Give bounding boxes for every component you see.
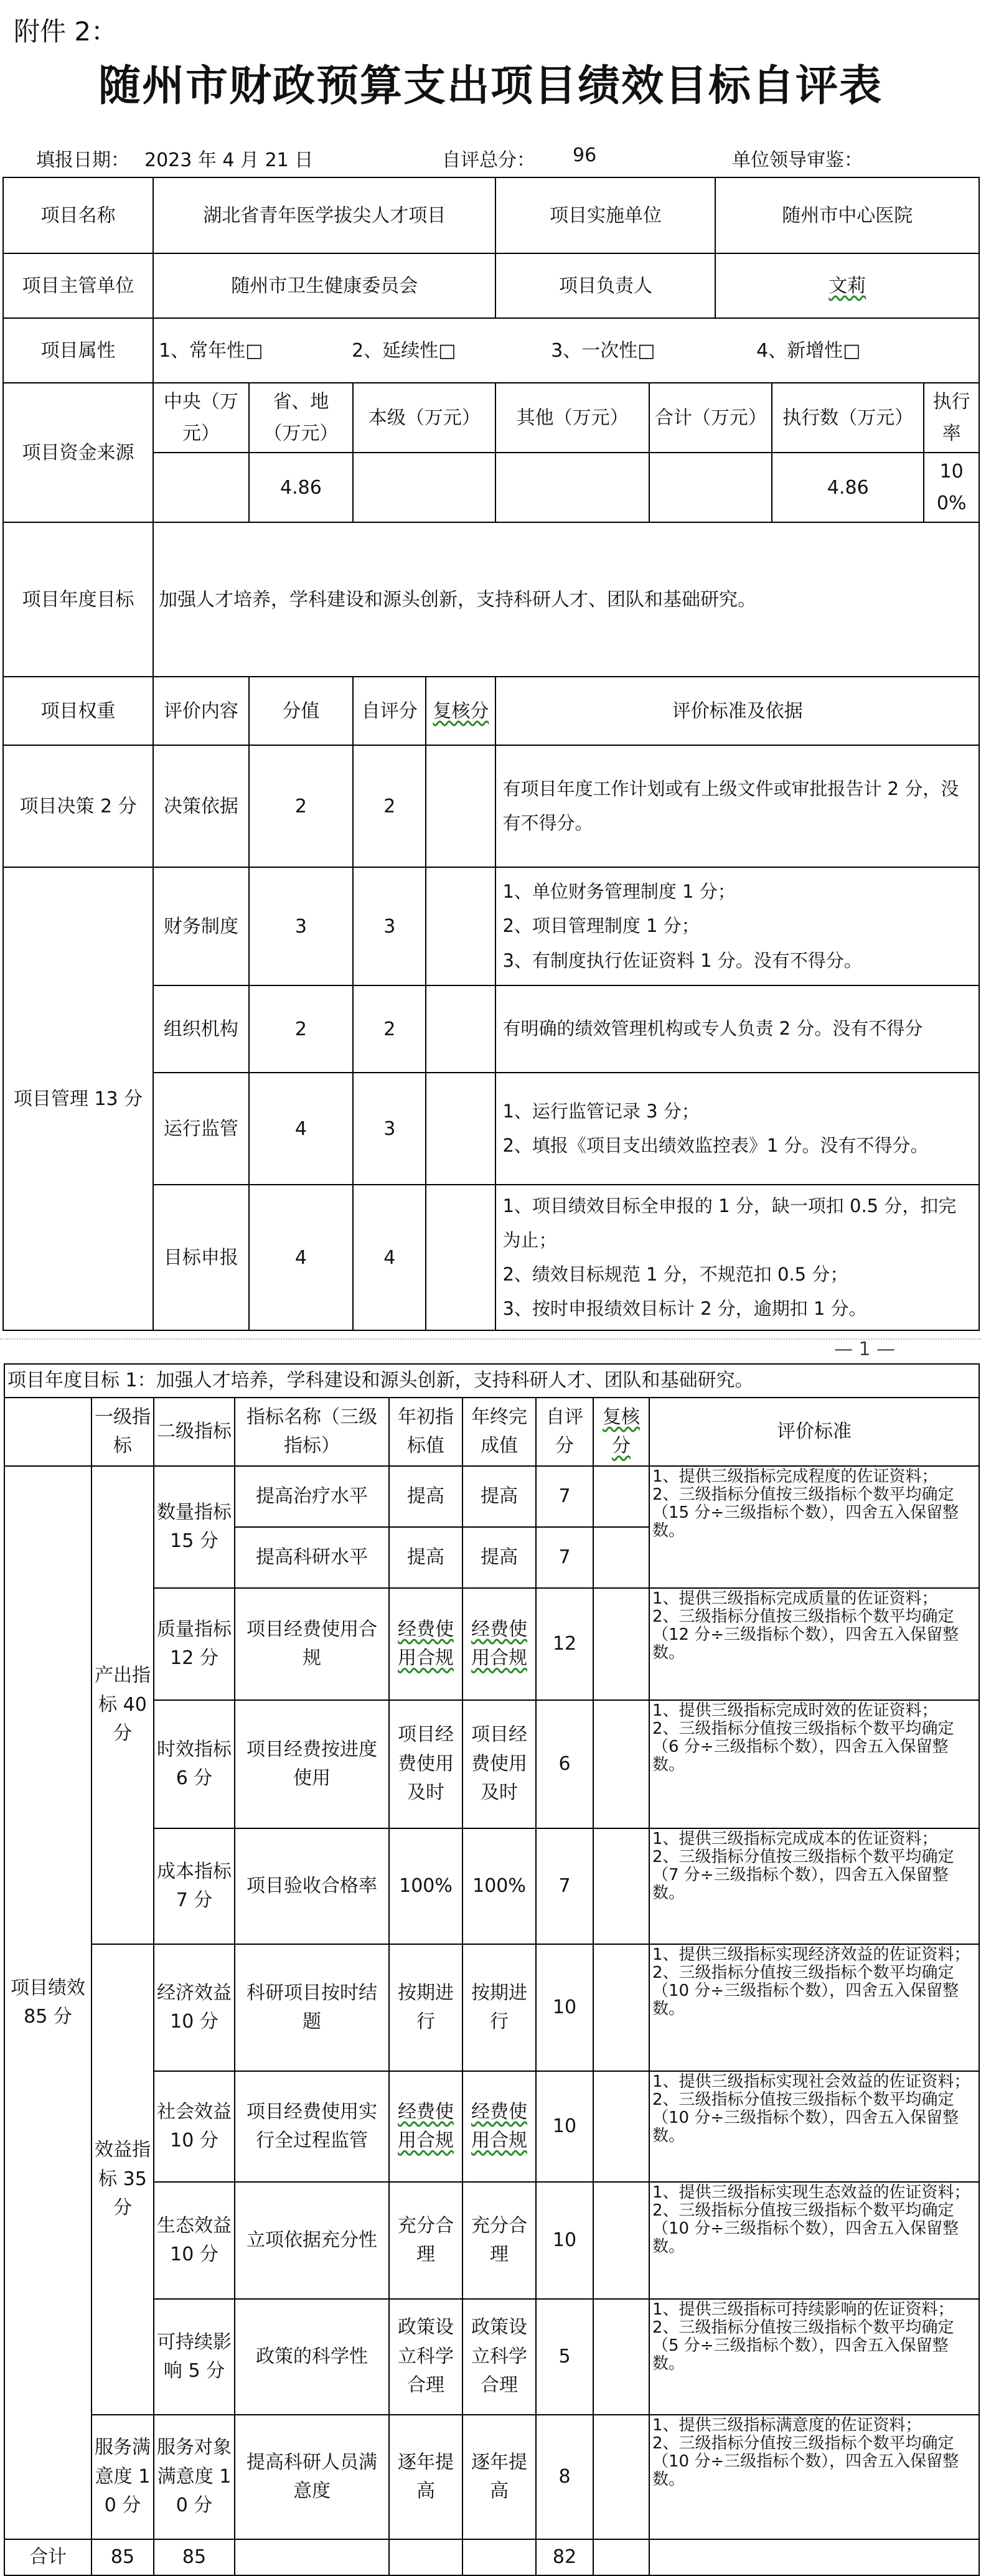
mgmt-self: 3: [353, 1073, 426, 1185]
decision-score: 2: [249, 745, 353, 867]
mgmt-criteria: [495, 867, 979, 985]
perf-head-review: 复核分: [593, 1398, 649, 1466]
mgmt-self: 3: [353, 867, 426, 985]
decision-group: 项目决策 2 分: [3, 745, 153, 867]
perf-head-blank: [4, 1398, 92, 1466]
total-blank: [649, 2539, 979, 2575]
indicator-review: [593, 2415, 649, 2539]
fund-head-rate: 执行率: [924, 383, 979, 453]
mgmt-score: 2: [249, 985, 353, 1073]
impl-unit-label: 项目实施单位: [495, 177, 715, 253]
fund-head-other: 其他（万元）: [495, 383, 649, 453]
indicator-init: 提高: [389, 1527, 462, 1588]
indicator-review: [593, 1466, 649, 1527]
criteria-line: 2、项目管理制度 1 分；: [502, 915, 700, 937]
total-self: 82: [536, 2539, 593, 2575]
total-label: 合计: [4, 2539, 92, 2575]
mgmt-self: 2: [353, 985, 426, 1073]
indicator-final: 项目经费使用及时: [462, 1700, 536, 1828]
perf-head-self: 自评分: [536, 1398, 593, 1466]
project-name: 湖北省青年医学拔尖人才项目: [153, 177, 495, 253]
date-value: 2023 年 4 月 21 日: [144, 149, 314, 171]
indicator-standard: 1、提供三级指标实现经济效益的佐证资料； 2、三级指标分值按三级指标个数平均确定（10 分÷三级指标个数），四舍五入保留整数。: [649, 1944, 979, 2071]
indicator-name: 立项依据充分性: [235, 2182, 389, 2299]
indicator-init: 充分合理: [389, 2182, 462, 2299]
criteria-line: 3、有制度执行佐证资料 1 分。没有不得分。: [502, 949, 862, 971]
fund-source-label: 项目资金来源: [3, 383, 153, 522]
indicator-self: 5: [536, 2299, 593, 2415]
perf-group: 项目绩效 85 分: [4, 1466, 92, 2539]
fund-head-executed: 执行数（万元）: [772, 383, 924, 453]
mgmt-review: [426, 1073, 495, 1185]
attachment-label: 附件 2：: [14, 16, 118, 47]
self-eval-table: [2, 177, 980, 1331]
total-l1: 85: [92, 2539, 154, 2575]
mgmt-review: [426, 985, 495, 1073]
head-self-score: 自评分: [353, 677, 426, 745]
indicator-final: 经费使用合规: [462, 1588, 536, 1700]
form-title: 随州市财政预算支出项目绩效目标自评表: [98, 62, 883, 111]
perf-head-standard: 评价标准: [649, 1398, 979, 1466]
indicator-init: 逐年提高: [389, 2415, 462, 2539]
indicator-name: 项目经费使用实行全过程监管: [235, 2071, 389, 2182]
indicator-standard: 1、提供三级指标完成时效的佐证资料； 2、三级指标分值按三级指标个数平均确定（6 分÷三级指标个数），四舍五入保留整数。: [649, 1700, 979, 1828]
decision-self: 2: [353, 745, 426, 867]
mgmt-criteria: [495, 985, 979, 1073]
perf-head-name: 指标名称（三级指标）: [235, 1398, 389, 1466]
decision-name: 决策依据: [153, 745, 249, 867]
l2-indicator: 服务对象满意度 10 分: [154, 2415, 235, 2539]
fund-total: [649, 453, 772, 522]
total-l2: 85: [154, 2539, 235, 2575]
indicator-init: 按期进行: [389, 1944, 462, 2071]
leader-approval-label: 单位领导审鉴：: [732, 149, 863, 171]
mgmt-review: [426, 1185, 495, 1330]
indicator-init: 政策设立科学合理: [389, 2299, 462, 2415]
l2-indicator: 质量指标 12 分: [154, 1588, 235, 1700]
mgmt-name: 财务制度: [153, 867, 249, 985]
decision-criteria: 有项目年度工作计划或有上级文件或审批报告计 2 分，没有不得分。: [495, 745, 979, 867]
mgmt-score: 4: [249, 1185, 353, 1330]
indicator-name: 提高科研水平: [235, 1527, 389, 1588]
indicator-self: 8: [536, 2415, 593, 2539]
perf-head-final: 年终完成值: [462, 1398, 536, 1466]
indicator-self: 7: [536, 1466, 593, 1527]
indicator-name: 提高科研人员满意度: [235, 2415, 389, 2539]
mgmt-score: 4: [249, 1073, 353, 1185]
indicator-review: [593, 1944, 649, 2071]
fund-province: 4.86: [249, 453, 353, 522]
fund-head-local: 本级（万元）: [353, 383, 495, 453]
indicator-init: 100%: [389, 1828, 462, 1944]
date-label: 填报日期：: [36, 149, 129, 171]
l2-indicator: 可持续影响 5 分: [154, 2299, 235, 2415]
indicator-standard: 1、提供三级指标完成成本的佐证资料； 2、三级指标分值按三级指标个数平均确定（7 分÷三级指标个数），四舍五入保留整数。: [649, 1828, 979, 1944]
indicator-init: 经费使用合规: [389, 2071, 462, 2182]
indicator-review: [593, 1527, 649, 1588]
total-blank: [462, 2539, 536, 2575]
mgmt-name: 组织机构: [153, 985, 249, 1073]
mgmt-criteria: [495, 1073, 979, 1185]
l2-indicator: 经济效益 10 分: [154, 1944, 235, 2071]
criteria-line: 1、单位财务管理制度 1 分；: [502, 881, 736, 903]
indicator-standard: 1、提供三级指标完成程度的佐证资料； 2、三级指标分值按三级指标个数平均确定（15 分÷三级指标个数），四舍五入保留整数。: [649, 1466, 979, 1588]
indicator-final: 经费使用合规: [462, 2071, 536, 2182]
indicator-standard: 1、提供三级指标满意度的佐证资料； 2、三级指标分值按三级指标个数平均确定（10 分÷三级指标个数），四舍五入保留整数。: [649, 2415, 979, 2539]
indicator-self: 10: [536, 1944, 593, 2071]
criteria-line: 2、填报《项目支出绩效监控表》1 分。没有不得分。: [502, 1135, 929, 1156]
fund-head-total: 合计（万元）: [649, 383, 772, 453]
mgmt-name: 运行监管: [153, 1073, 249, 1185]
mgmt-score: 3: [249, 867, 353, 985]
indicator-name: 项目经费使用合规: [235, 1588, 389, 1700]
l2-indicator: 成本指标 7 分: [154, 1828, 235, 1944]
l2-indicator: 生态效益 10 分: [154, 2182, 235, 2299]
head-review-score: 复核分: [426, 677, 495, 745]
mgmt-group: 项目管理 13 分: [3, 867, 153, 1330]
perf-head-init: 年初指标值: [389, 1398, 462, 1466]
head-weight: 项目权重: [3, 677, 153, 745]
project-name-label: 项目名称: [3, 177, 153, 253]
fund-local: [353, 453, 495, 522]
head-criteria: 评价标准及依据: [495, 677, 979, 745]
indicator-name: 项目经费按进度使用: [235, 1700, 389, 1828]
indicator-self: 6: [536, 1700, 593, 1828]
indicator-name: 提高治疗水平: [235, 1466, 389, 1527]
criteria-line: 1、项目绩效目标全申报的 1 分，缺一项扣 0.5 分，扣完为止；: [502, 1195, 957, 1251]
satisfaction-group: 服务满意度 10 分: [92, 2415, 154, 2539]
indicator-review: [593, 2182, 649, 2299]
criteria-line: 2、绩效目标规范 1 分，不规范扣 0.5 分；: [502, 1264, 848, 1286]
fund-head-central: 中央（万元）: [153, 383, 249, 453]
indicator-self: 7: [536, 1828, 593, 1944]
project-attr-label: 项目属性: [3, 318, 153, 383]
mgmt-self: 4: [353, 1185, 426, 1330]
indicator-review: [593, 1700, 649, 1828]
impl-unit: 随州市中心医院: [715, 177, 979, 253]
indicator-name: 项目验收合格率: [235, 1828, 389, 1944]
indicator-init: 经费使用合规: [389, 1588, 462, 1700]
total-score-label: 自评总分：: [442, 149, 535, 171]
indicator-final: 按期进行: [462, 1944, 536, 2071]
benefit-group: 效益指标 35 分: [92, 1944, 154, 2415]
mgmt-name: 目标申报: [153, 1185, 249, 1330]
perf-head-l2: 二级指标: [154, 1398, 235, 1466]
fund-other: [495, 453, 649, 522]
head-score: 分值: [249, 677, 353, 745]
total-blank: [235, 2539, 389, 2575]
indicator-final: 政策设立科学合理: [462, 2299, 536, 2415]
l2-indicator: 数量指标 15 分: [154, 1466, 235, 1588]
mgmt-criteria: [495, 1185, 979, 1330]
page-number: — 1 —: [834, 1338, 896, 1360]
total-score-value: 96: [573, 144, 597, 166]
attr-option-new: 4、新增性□: [756, 339, 861, 362]
indicator-review: [593, 1828, 649, 1944]
fund-head-province: 省、地（万元）: [249, 383, 353, 453]
competent-unit-label: 项目主管单位: [3, 253, 153, 318]
l2-indicator: 时效指标 6 分: [154, 1700, 235, 1828]
performance-table: [4, 1363, 980, 2576]
indicator-self: 10: [536, 2182, 593, 2299]
indicator-name: 政策的科学性: [235, 2299, 389, 2415]
indicator-review: [593, 1588, 649, 1700]
fund-executed: 4.86: [772, 453, 924, 522]
indicator-final: 100%: [462, 1828, 536, 1944]
indicator-final: 提高: [462, 1466, 536, 1527]
fund-central: [153, 453, 249, 522]
criteria-line: 有明确的绩效管理机构或专人负责 2 分。没有不得分: [502, 1018, 923, 1040]
attr-option-onetime: 3、一次性□: [551, 339, 655, 362]
indicator-name: 科研项目按时结题: [235, 1944, 389, 2071]
indicator-standard: 1、提供三级指标实现生态效益的佐证资料； 2、三级指标分值按三级指标个数平均确定（10 分÷三级指标个数），四舍五入保留整数。: [649, 2182, 979, 2299]
total-blank: [389, 2539, 462, 2575]
indicator-init: 提高: [389, 1466, 462, 1527]
output-group: 产出指标 40 分: [92, 1466, 154, 1944]
fund-rate: 100%: [924, 453, 979, 522]
project-leader: 文莉: [715, 253, 979, 318]
perf-head-l1: 一级指标: [92, 1398, 154, 1466]
project-leader-label: 项目负责人: [495, 253, 715, 318]
head-content: 评价内容: [153, 677, 249, 745]
project-attr-options: [153, 318, 979, 383]
perf-goal-line: 项目年度目标 1：加强人才培养，学科建设和源头创新，支持科研人才、团队和基础研究。: [4, 1364, 979, 1398]
indicator-standard: 1、提供三级指标完成质量的佐证资料； 2、三级指标分值按三级指标个数平均确定（12 分÷三级指标个数），四舍五入保留整数。: [649, 1588, 979, 1700]
mgmt-review: [426, 867, 495, 985]
attr-option-continuing: 2、延续性□: [352, 339, 456, 362]
indicator-init: 项目经费使用及时: [389, 1700, 462, 1828]
indicator-final: 逐年提高: [462, 2415, 536, 2539]
indicator-final: 充分合理: [462, 2182, 536, 2299]
annual-goal: 加强人才培养，学科建设和源头创新，支持科研人才、团队和基础研究。: [153, 522, 979, 677]
attr-option-annual: 1、常年性□: [159, 339, 263, 362]
indicator-review: [593, 2071, 649, 2182]
indicator-standard: 1、提供三级指标可持续影响的佐证资料； 2、三级指标分值按三级指标个数平均确定（5 分÷三级指标个数），四舍五入保留整数。: [649, 2299, 979, 2415]
competent-unit: 随州市卫生健康委员会: [153, 253, 495, 318]
decision-review: [426, 745, 495, 867]
total-review: [593, 2539, 649, 2575]
indicator-review: [593, 2299, 649, 2415]
indicator-final: 提高: [462, 1527, 536, 1588]
annual-goal-label: 项目年度目标: [3, 522, 153, 677]
indicator-self: 10: [536, 2071, 593, 2182]
criteria-line: 1、运行监管记录 3 分；: [502, 1100, 700, 1122]
criteria-line: 3、按时申报绩效目标计 2 分，逾期扣 1 分。: [502, 1298, 867, 1320]
l2-indicator: 社会效益 10 分: [154, 2071, 235, 2182]
indicator-self: 7: [536, 1527, 593, 1588]
indicator-standard: 1、提供三级指标实现社会效益的佐证资料； 2、三级指标分值按三级指标个数平均确定（10 分÷三级指标个数），四舍五入保留整数。: [649, 2071, 979, 2182]
indicator-self: 12: [536, 1588, 593, 1700]
